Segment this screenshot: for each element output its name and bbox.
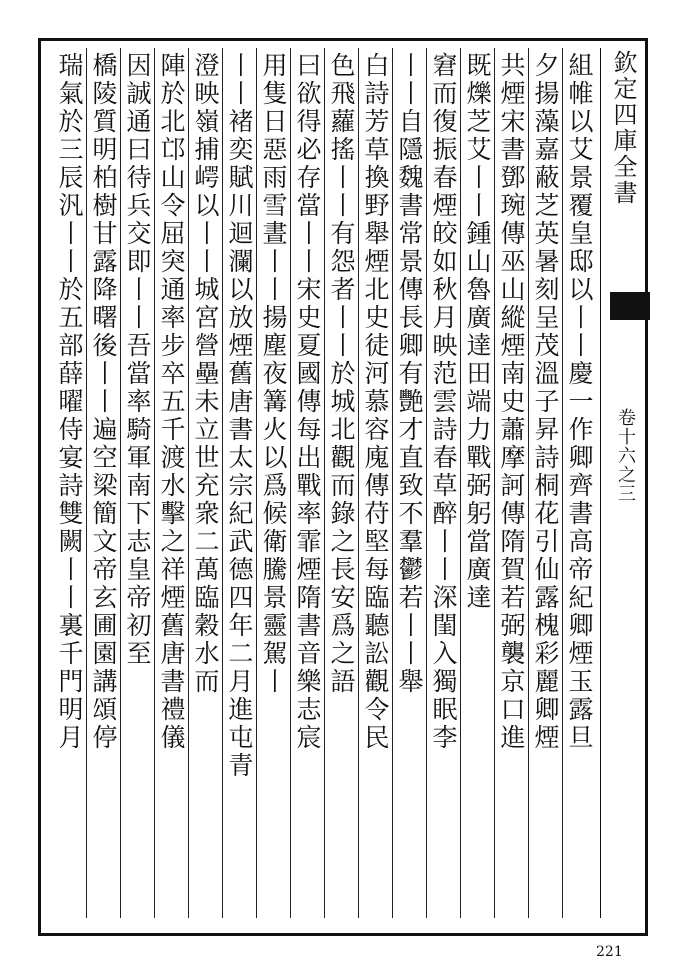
page-number: 221 bbox=[596, 944, 623, 960]
column-rule bbox=[358, 48, 359, 918]
column-rule bbox=[324, 48, 325, 918]
text-column: 丨丨自隱魏書常景傳長卿有艷才直致不羣鬱若丨丨舉 bbox=[395, 52, 424, 696]
text-column: 色飛蘿搖丨丨有怨者丨丨於城北觀而錄之長安爲之語 bbox=[327, 52, 356, 696]
text-column: 組帷以艾景覆皇邸以丨丨慶一作卿齊書高帝紀卿煙玉露旦 bbox=[565, 52, 594, 752]
fish-tail-mark bbox=[610, 292, 650, 320]
column-rule bbox=[120, 48, 121, 918]
text-column: 白詩芳草換野舉煙北史徒河慕容廆傳苻堅每臨聽訟觀令民 bbox=[361, 52, 390, 752]
text-column: 因誠通曰待兵交即丨丨吾當率騎軍南下志皇帝初至 bbox=[123, 52, 152, 668]
column-rule bbox=[528, 48, 529, 918]
text-column: 澄映嶺捕崿以丨丨城宮營壘未立世充衆二萬臨穀水而 bbox=[191, 52, 220, 696]
text-column: 夕揚藻嘉蔽芝英暑刻呈茂溫子昇詩桐花引仙露槐彩麗卿煙 bbox=[531, 52, 560, 752]
column-rule bbox=[256, 48, 257, 918]
column-rule bbox=[290, 48, 291, 918]
text-column: 橋陵質明柏樹甘露降曙後丨丨遍空梁簡文帝玄圃園講頌停 bbox=[89, 52, 118, 752]
column-rule bbox=[154, 48, 155, 918]
text-column: 既爍芝艾丨丨鍾山魯廣達田端力戰弼躬當廣達 bbox=[463, 52, 492, 612]
text-column: 瑞氣於三辰汎丨丨於五部薛曜侍宴詩雙闕丨丨裏千門明月 bbox=[55, 52, 84, 752]
column-rule bbox=[392, 48, 393, 918]
volume-label: 卷十六之三 bbox=[615, 408, 636, 503]
column-rule bbox=[426, 48, 427, 918]
book-title: 欽定四庫全書 bbox=[609, 50, 637, 206]
text-column: 陣於北邙山令屈突通率步卒五千渡水擊之祥煙舊唐書禮儀 bbox=[157, 52, 186, 752]
column-rule bbox=[188, 48, 189, 918]
text-column: 窘而復振春煙皎如秋月映范雲詩春草醉丨丨深閨入獨眠李 bbox=[429, 52, 458, 752]
column-rule bbox=[562, 48, 563, 918]
column-rule bbox=[222, 48, 223, 918]
text-column: 曰欲得必存當丨丨宋史夏國傳每出戰率霏煙隋書音樂志宸 bbox=[293, 52, 322, 752]
text-column: 丨丨褚奕賦川迴瀾以放煙舊唐書太宗紀武德四年二月進屯青 bbox=[225, 52, 254, 780]
column-rule bbox=[460, 48, 461, 918]
column-rule bbox=[494, 48, 495, 918]
column-rule bbox=[86, 48, 87, 918]
text-column: 用隻日惡雨雪晝丨丨揚塵夜篝火以爲候衛騰景靈駕丨 bbox=[259, 52, 288, 696]
text-column: 共煙宋書鄧琬傳巫山縱煙南史蕭摩訶傳隋賀若弼襲京口進 bbox=[497, 52, 526, 752]
